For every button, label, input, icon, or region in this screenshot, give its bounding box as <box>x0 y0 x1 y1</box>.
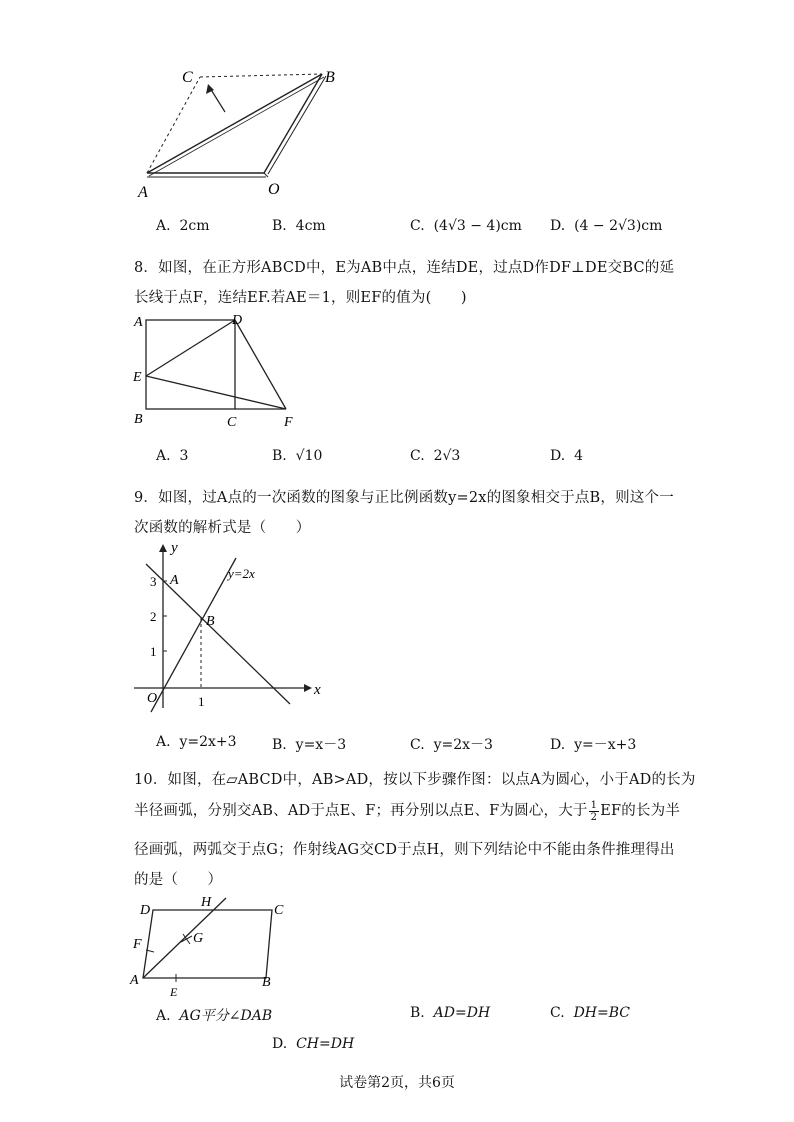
q8-stem-line1: 8．如图，在正方形ABCD中，E为AB中点，连结DE，过点D作DF⊥DE交BC的延 <box>134 260 675 276</box>
q8-segment-df <box>235 320 286 409</box>
q10-stem-line2b: EF的长为半 <box>600 803 681 819</box>
q10-option-d: D. CH=DH <box>272 1036 355 1052</box>
q10-label-b: B <box>262 975 271 990</box>
q10-stem-line1: 10．如图，在▱ABCD中，AB>AD，按以下步骤作图：以点A为圆心，小于AD的长为 <box>134 772 696 788</box>
q7-option-d: D. (4 − 2√3)cm <box>550 218 663 234</box>
q9-option-a: A. y=2x+3 <box>156 734 237 750</box>
q8-label-d: D <box>232 313 243 328</box>
q7-diagonal <box>147 74 322 173</box>
q8-label-f: F <box>284 415 293 430</box>
page-footer: 试卷第2页，共6页 <box>339 1075 455 1091</box>
q9-stem-line2: 次函数的解析式是（ ） <box>134 520 311 536</box>
q10-stem-line2 <box>134 799 680 823</box>
q7-option-c: C. (4√3 − 4)cm <box>410 218 522 234</box>
q10-label-h: H <box>201 895 212 910</box>
q10-label-e: E <box>170 985 178 998</box>
q10-figure <box>128 890 298 998</box>
q8-label-b: B <box>134 412 143 427</box>
q10-option-a: A. AG平分∠DAB <box>156 1008 273 1024</box>
q7-label-o: O <box>268 181 280 198</box>
q10-fraction: $\frac{1}{2}$ <box>590 799 598 823</box>
q7-label-a: A <box>138 184 148 201</box>
q9-tick-1: 1 <box>150 644 157 659</box>
q9-option-d: D. y=－x+3 <box>550 737 637 753</box>
q8-square <box>146 320 235 409</box>
q8-label-e: E <box>133 370 142 385</box>
q7-figure <box>130 60 350 210</box>
q8-label-c: C <box>227 415 237 430</box>
q9-label-line: y=2x <box>228 566 255 581</box>
q10-label-a: A <box>130 973 139 988</box>
q10-label-d: D <box>140 903 151 918</box>
q9-stem-line1: 9．如图，过A点的一次函数的图象与正比例函数y=2x的图象相交于点B，则这个一 <box>134 490 674 506</box>
q10-stem-line4: 的是（ ） <box>134 872 223 888</box>
q7-arrow <box>210 88 225 112</box>
q8-option-b: B. √10 <box>272 448 323 464</box>
q10-label-f: F <box>133 937 142 952</box>
q9-tick-3: 3 <box>150 574 157 589</box>
q10-stem-line3: 径画弧，两弧交于点G；作射线AG交CD于点H，则下列结论中不能由条件推理得出 <box>134 842 675 858</box>
q7-label-c: C <box>182 69 193 86</box>
q8-figure <box>128 310 308 432</box>
q9-figure <box>128 536 338 716</box>
q9-label-a: A <box>170 573 179 588</box>
q9-tick-2: 2 <box>150 609 157 624</box>
q10-stem-line2a: 半径画弧，分别交AB、AD于点E、F；再分别以点E、F为圆心，大于 <box>134 803 588 819</box>
q8-stem-line2: 长线于点F，连结EF.若AE＝1，则EF的值为( ) <box>134 290 467 306</box>
q7-option-a: A. 2cm <box>156 218 210 234</box>
q9-label-o: O <box>147 691 158 706</box>
q9-option-b: B. y=x－3 <box>272 737 347 753</box>
q10-option-c: C. DH=BC <box>550 1005 631 1021</box>
q10-label-c: C <box>274 903 284 918</box>
q8-option-d: D. 4 <box>550 448 584 464</box>
q7-label-b: B <box>325 69 335 86</box>
q7-side-ob <box>264 74 322 173</box>
q10-label-g: G <box>193 931 204 946</box>
q9-tick-x1: 1 <box>198 694 205 709</box>
q8-label-a: A <box>134 315 143 330</box>
q8-segment-de <box>146 320 235 376</box>
q7-dashed-cb <box>200 74 322 77</box>
q9-label-y: y <box>171 540 178 556</box>
q9-label-b: B <box>206 614 215 629</box>
q10-parallelogram <box>143 910 272 978</box>
q9-label-x: x <box>314 682 321 698</box>
q9-option-c: C. y=2x－3 <box>410 737 493 753</box>
q7-option-b: B. 4cm <box>272 218 326 234</box>
q8-option-c: C. 2√3 <box>410 448 461 464</box>
q8-option-a: A. 3 <box>156 448 189 464</box>
q10-option-b: B. AD=DH <box>410 1005 491 1021</box>
q8-segment-ef <box>146 376 286 409</box>
